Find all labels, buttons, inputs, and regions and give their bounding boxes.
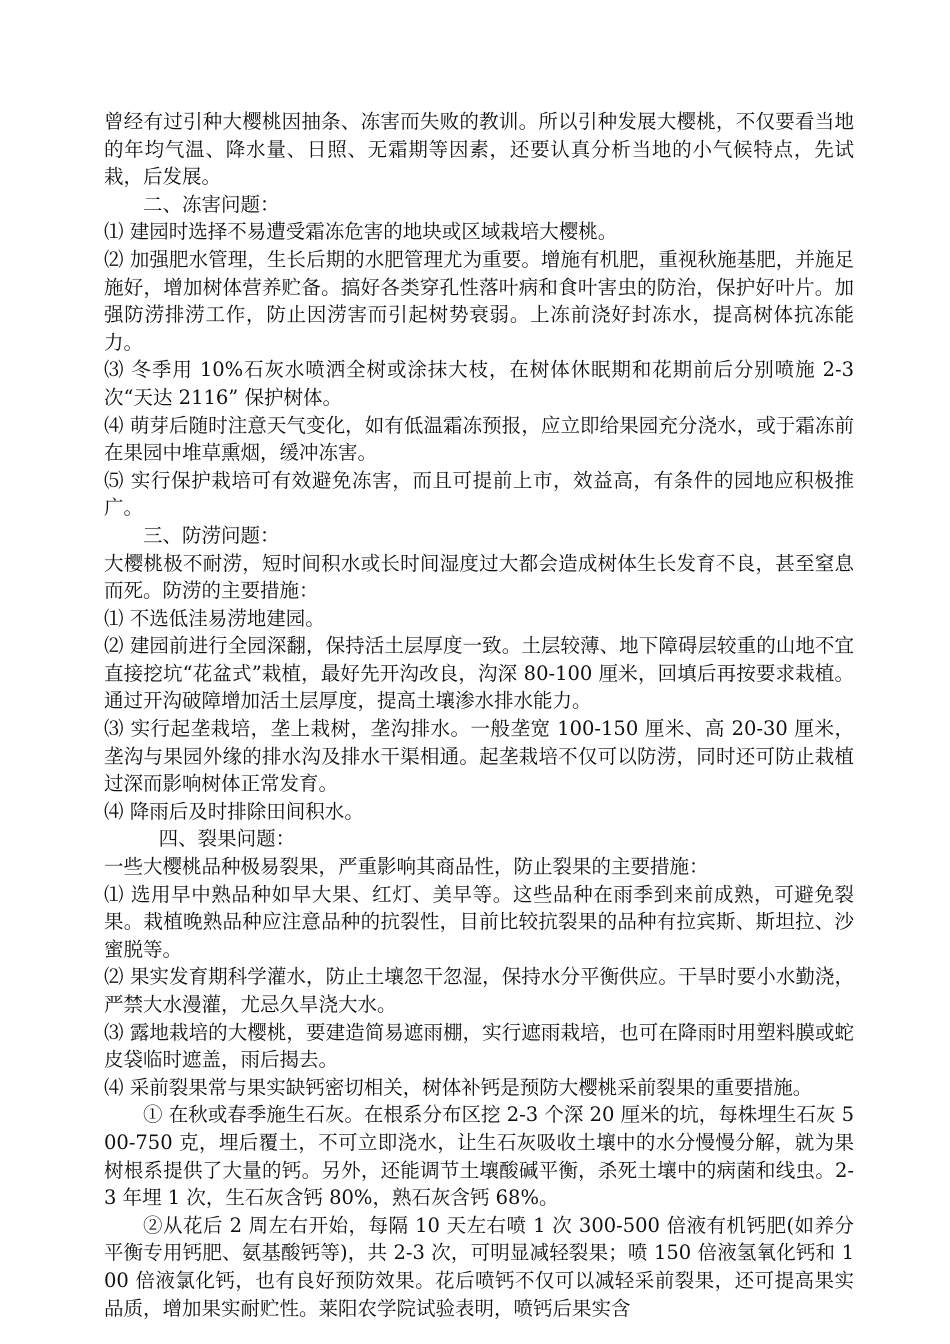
list-item: ⑵ 建园前进行全园深翻，保持活土层厚度一致。土层较薄、地下障碍层较重的山地不宜直接挖坑“花盆式”栽植，最好先开沟改良，沟深 80-100 厘米，回填后再按要求栽植。通过开沟破障增加活土层厚度，提高土壤渗水排水能力。 [104, 634, 854, 713]
body-paragraph: 一些大樱桃品种极易裂果，严重影响其商品性，防止裂果的主要措施： [104, 855, 709, 879]
list-item: ⑸ 实行保护栽培可有效避免冻害，而且可提前上市，效益高，有条件的园地应积极推广。 [104, 468, 854, 520]
list-item: ⑶ 实行起垄栽培，垄上栽树，垄沟排水。一般垄宽 100-150 厘米、高 20-30 厘米，垄沟与果园外缘的排水沟及排水干渠相通。起垄栽培不仅可以防涝，同时还可防止栽植过深而影响树体正常发育。 [104, 717, 854, 796]
list-item: ⑵ 果实发育期科学灌水，防止土壤忽干忽湿，保持水分平衡供应。干旱时要小水勤浇，严禁大水漫灌，尤忌久旱浇大水。 [104, 965, 854, 1016]
list-item: ⑴ 选用早中熟品种如早大果、红灯、美早等。这些品种在雨季到来前成熟，可避免裂果。栽植晚熟品种应注意品种的抗裂性，目前比较抗裂果的品种有拉宾斯、斯坦拉、沙蜜脱等。 [104, 882, 854, 961]
list-item: ⑷ 采前裂果常与果实缺钙密切相关，树体补钙是预防大樱桃采前裂果的重要措施。 [104, 1075, 813, 1099]
body-paragraph: 大樱桃极不耐涝，短时间积水或长时间湿度过大都会造成树体生长发育不良，甚至窒息而死。防涝的主要措施： [104, 551, 854, 603]
list-item: ⑶ 冬季用 10%石灰水喷洒全树或涂抹大枝，在树体休眠期和花期前后分别喷施 2-3 次“天达 2116” 保护树体。 [104, 358, 854, 409]
list-item: ⑴ 建园时选择不易遭受霜冻危害的地块或区域栽培大樱桃。 [104, 220, 618, 244]
intro-paragraph: 曾经有过引种大樱桃因抽条、冻害而失败的教训。所以引种发展大樱桃，不仅要看当地的年均气温、降水量、日照、无霜期等因素，还要认真分析当地的小气候特点，先试栽，后发展。 [104, 110, 854, 189]
section-heading-frost: 二、冻害问题： [143, 192, 280, 216]
list-item: ⑶ 露地栽培的大樱桃，要建造简易遮雨棚，实行遮雨栽培，也可在降雨时用塑料膜或蛇皮袋临时遮盖，雨后揭去。 [104, 1020, 854, 1072]
list-item: ⑵ 加强肥水管理，生长后期的水肥管理尤为重要。增施有机肥，重视秋施基肥，并施足施好，增加树体营养贮备。搞好各类穿孔性落叶病和食叶害虫的防治，保护好叶片。加强防涝排涝工作，防止因涝害而引起树势衰弱。上冻前浇好封冻水，提高树体抗冻能力。 [104, 247, 854, 354]
document-page [104, 108, 854, 1322]
sub-item: ① 在秋或春季施生石灰。在根系分布区挖 2-3 个深 20 厘米的坑，每株埋生石灰 500-750 克，埋后覆土，不可立即浇水，让生石灰吸收土壤中的水分慢慢分解，就为果树根系提供了大量的钙。另外，还能调节土壤酸碱平衡，杀死土壤中的病菌和线虫。2-3 年埋 1 次，生石灰含钙 80%，熟石灰含钙 68%。 [104, 1103, 854, 1210]
section-heading-cracking: 四、裂果问题： [158, 827, 296, 851]
sub-item: ②从花后 2 周左右开始，每隔 10 天左右喷 1 次 300-500 倍液有机钙肥(如养分平衡专用钙肥、氨基酸钙等)，共 2-3 次，可明显减轻裂果；喷 150 倍液氢氧化钙和 100 倍液氯化钙，也有良好预防效果。花后喷钙不仅可以减轻采前裂果，还可提高果实品质，增加果实耐贮性。莱阳农学院试验表明，喷钙后果实含 [104, 1213, 854, 1320]
list-item: ⑷ 萌芽后随时注意天气变化，如有低温霜冻预报，应立即给果园充分浇水，或于霜冻前在果园中堆草熏烟，缓冲冻害。 [104, 413, 854, 465]
list-item: ⑴ 不选低洼易涝地建园。 [104, 606, 325, 630]
section-heading-waterlogging: 三、防涝问题： [143, 523, 280, 547]
list-item: ⑷ 降雨后及时排除田间积水。 [104, 799, 364, 823]
